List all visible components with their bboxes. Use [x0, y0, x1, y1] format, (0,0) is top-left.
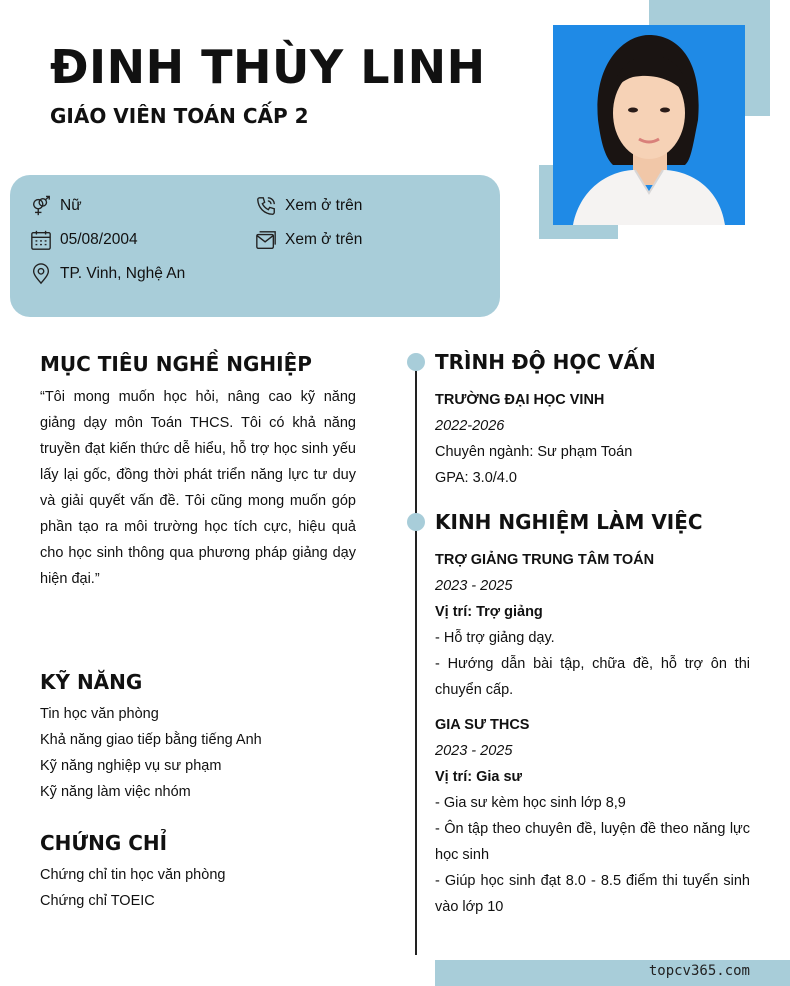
profile-photo: [553, 25, 745, 225]
experience-title: KINH NGHIỆM LÀM VIỆC: [435, 510, 703, 534]
experience-period: 2023 - 2025: [435, 743, 513, 759]
experience-duty: - Hướng dẫn bài tập, chữa đề, hỗ trợ ôn thi chuyển cấp.: [435, 656, 750, 698]
experience-entry: [435, 547, 750, 703]
email-row: [255, 229, 362, 251]
certificates-list: [40, 862, 225, 914]
timeline-dot-experience: [407, 513, 425, 531]
experience-duty: - Giúp học sinh đạt 8.0 - 8.5 điểm thi tuyển sinh vào lớp 10: [435, 873, 750, 915]
skill-item: Khả năng giao tiếp bằng tiếng Anh: [40, 732, 262, 748]
gender-icon: [30, 195, 52, 217]
gender-row: [30, 195, 82, 217]
address-row: [30, 263, 185, 285]
skill-item: Kỹ năng làm việc nhóm: [40, 784, 191, 800]
gender-value: Nữ: [60, 197, 82, 214]
address-value: TP. Vinh, Nghệ An: [60, 265, 186, 282]
calendar-icon: [30, 229, 52, 251]
skills-title: KỸ NĂNG: [40, 670, 143, 694]
education-entry: [435, 387, 750, 491]
email-icon: [255, 229, 277, 251]
job-title: GIÁO VIÊN TOÁN CẤP 2: [50, 104, 309, 128]
experience-org: TRỢ GIẢNG TRUNG TÂM TOÁN: [435, 552, 655, 568]
experience-org: GIA SƯ THCS: [435, 717, 530, 733]
skill-item: Kỹ năng nghiệp vụ sư phạm: [40, 758, 222, 774]
candidate-name: ĐINH THÙY LINH: [50, 40, 486, 94]
birthdate-value: 05/08/2004: [60, 231, 138, 248]
experience-period: 2023 - 2025: [435, 578, 513, 594]
experience-entry: [435, 712, 750, 920]
certificates-title: CHỨNG CHỈ: [40, 831, 168, 855]
birthdate-row: [30, 229, 138, 251]
contact-card: [10, 175, 500, 317]
email-value: Xem ở trên: [285, 231, 363, 248]
phone-value: Xem ở trên: [285, 197, 363, 214]
phone-icon: [255, 195, 277, 217]
experience-duty: - Hỗ trợ giảng dạy.: [435, 630, 555, 646]
experience-role: Vị trí: Trợ giảng: [435, 604, 543, 620]
certificate-item: Chứng chỉ TOEIC: [40, 893, 155, 909]
skill-item: Tin học văn phòng: [40, 706, 159, 722]
certificate-item: Chứng chỉ tin học văn phòng: [40, 867, 226, 883]
school-name: TRƯỜNG ĐẠI HỌC VINH: [435, 392, 605, 408]
objective-title: MỤC TIÊU NGHỀ NGHIỆP: [40, 352, 312, 376]
education-gpa: GPA: 3.0/4.0: [435, 470, 517, 486]
education-major: Chuyên ngành: Sư phạm Toán: [435, 444, 633, 460]
phone-row: [255, 195, 362, 217]
watermark-text: topcv365.com: [648, 963, 750, 979]
education-period: 2022-2026: [435, 418, 505, 434]
portrait-illustration: [553, 25, 745, 225]
timeline-dot-education: [407, 353, 425, 371]
skills-list: [40, 701, 262, 805]
timeline-line: [415, 355, 417, 955]
experience-role: Vị trí: Gia sư: [435, 769, 523, 785]
experience-duty: - Gia sư kèm học sinh lớp 8,9: [435, 795, 626, 811]
footer-bar: [435, 960, 790, 986]
location-pin-icon: [30, 263, 52, 285]
objective-text: “Tôi mong muốn học hỏi, nâng cao kỹ năng giảng dạy môn Toán THCS. Tôi có khả năng truyền đạt kiến thức dễ hiểu, hỗ trợ học sinh yếu lấy lại gốc, đồng thời phát triển năng lực tư duy và giải quyết vấn đề. Tôi cũng mong muốn góp phần tạo ra môi trường học tích cực, hiệu quả cho học sinh thông qua phương pháp giảng dạy hiện đại.”: [40, 389, 356, 587]
education-title: TRÌNH ĐỘ HỌC VẤN: [435, 350, 656, 374]
experience-duty: - Ôn tập theo chuyên đề, luyện đề theo năng lực học sinh: [435, 821, 750, 863]
